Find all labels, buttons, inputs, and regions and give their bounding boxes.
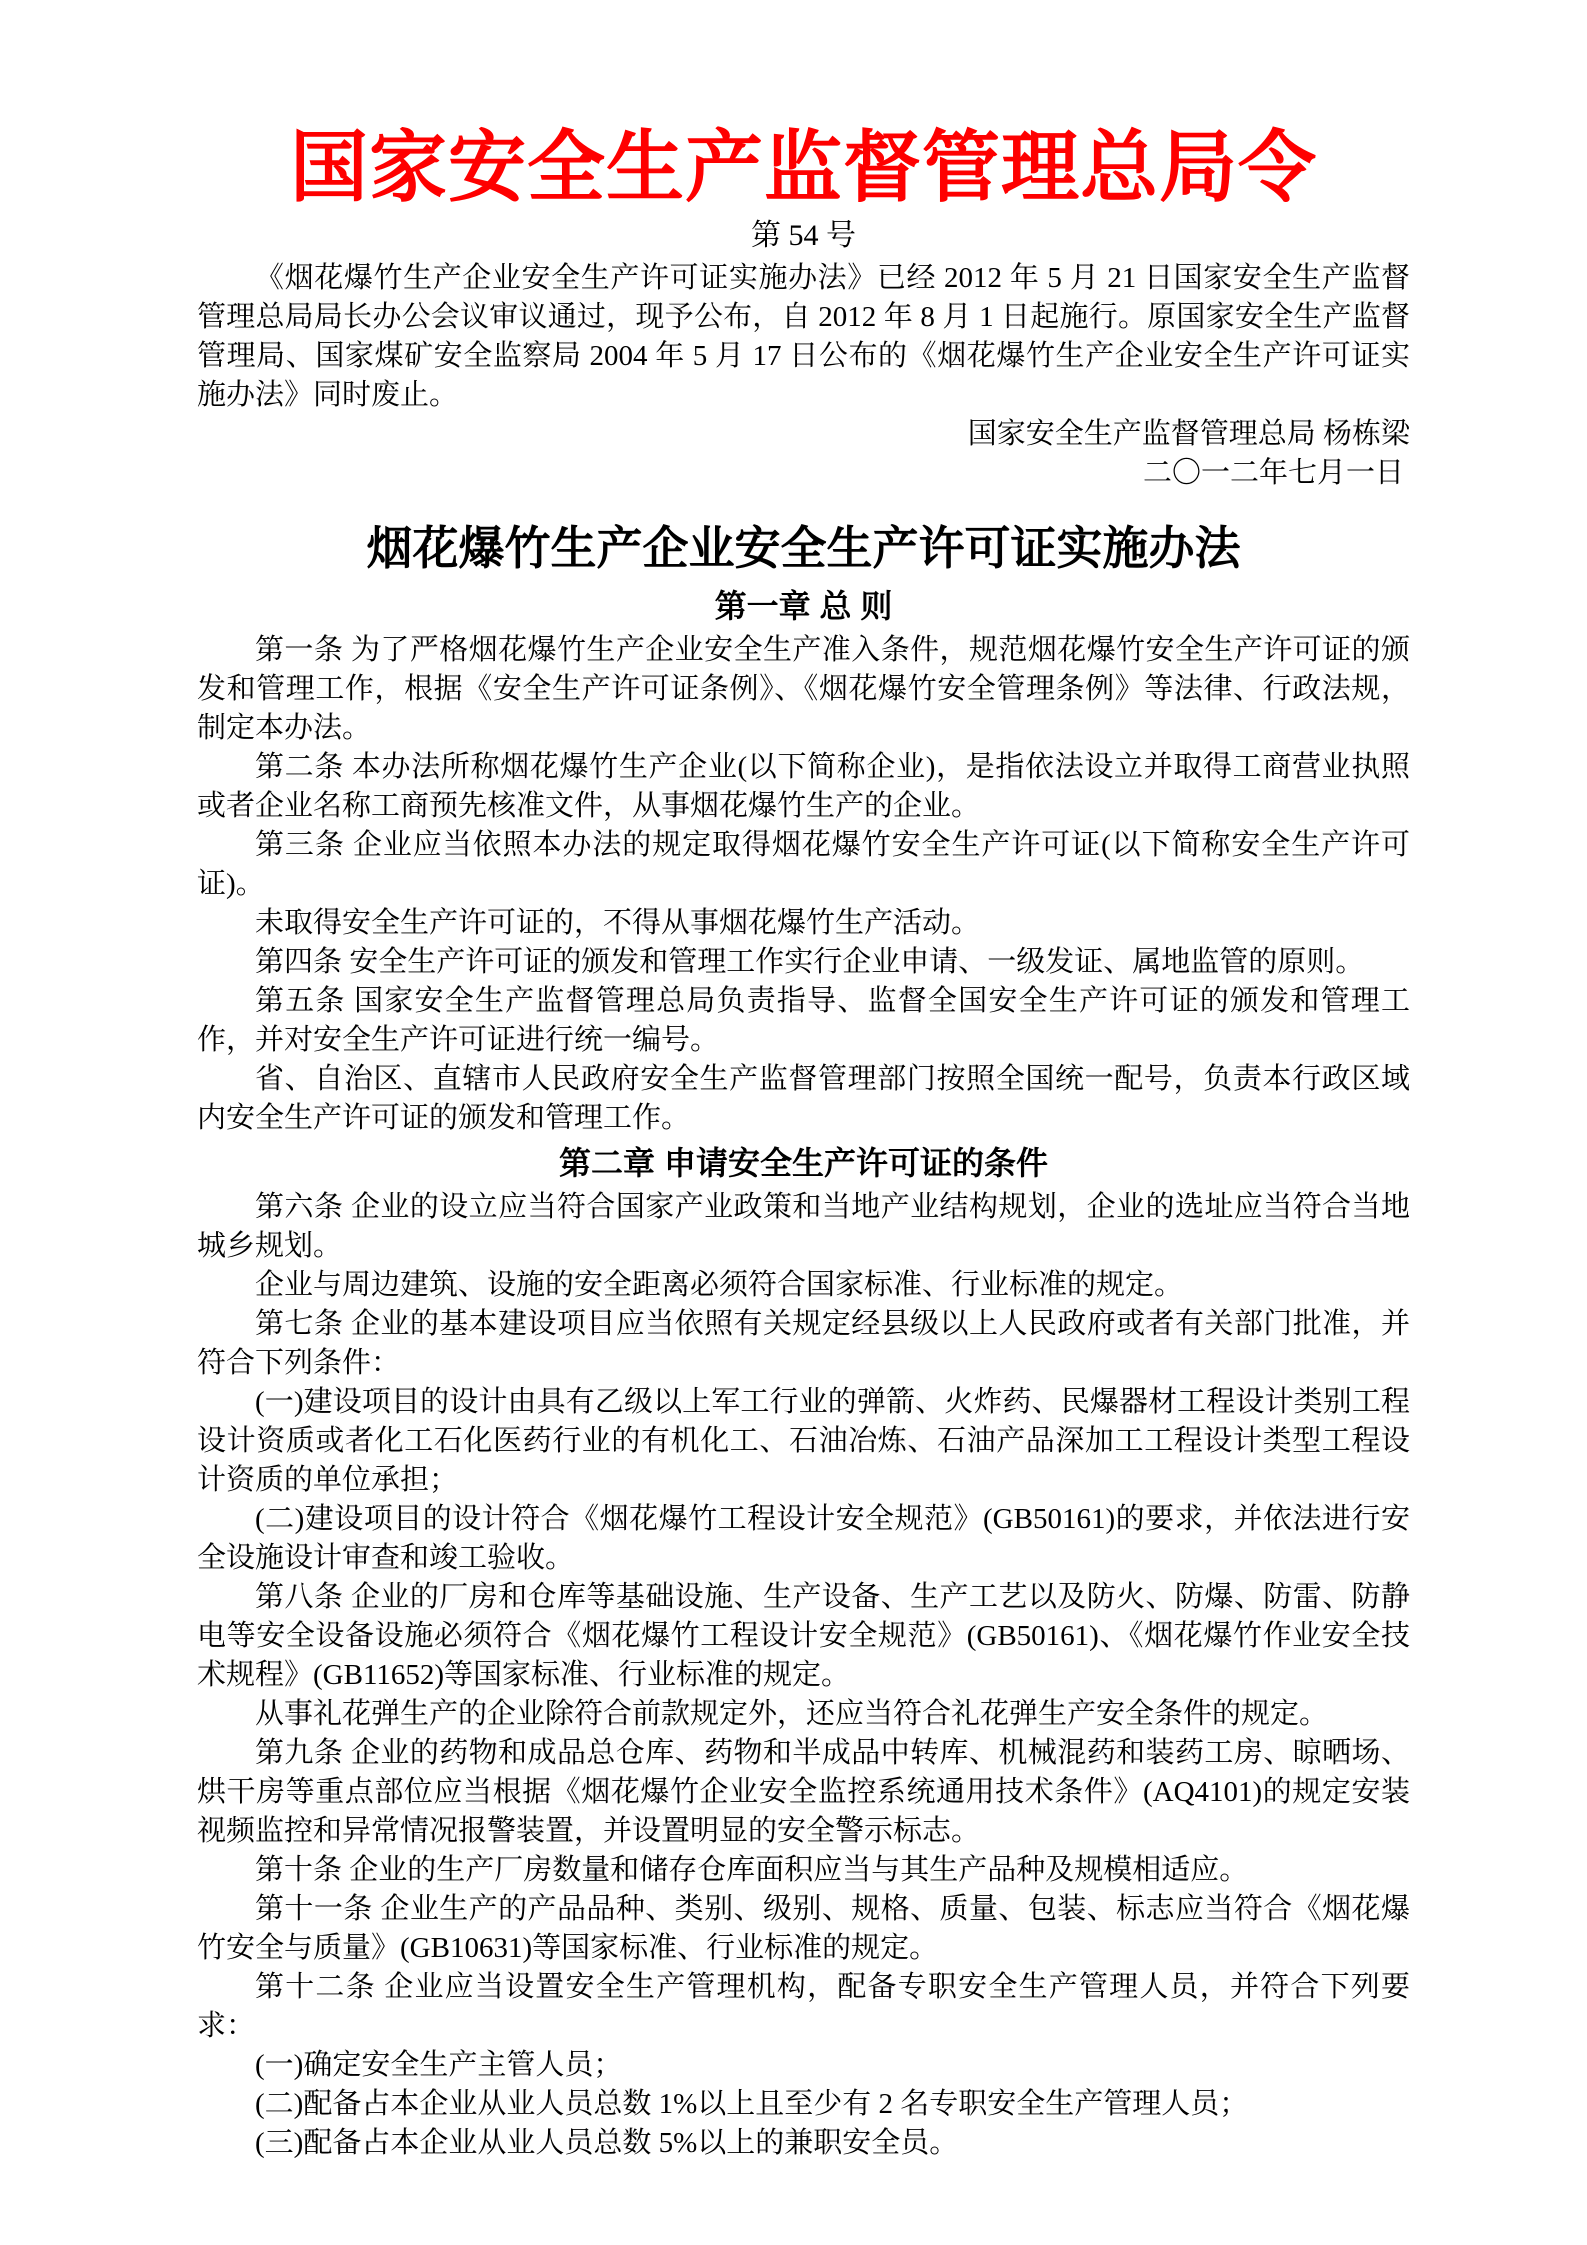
body-paragraph: (一)确定安全生产主管人员；: [255, 2049, 623, 2081]
chapter-heading: 第二章 申请安全生产许可证的条件: [559, 1145, 1048, 1181]
chapter-section: [197, 1140, 1410, 2163]
body-paragraph: 第五条 国家安全生产监督管理总局负责指导、监督全国安全生产许可证的颁发和管理工作，并对安全生产许可证进行统一编号。: [197, 985, 1410, 1056]
chapters-container: [197, 583, 1410, 2163]
body-paragraph: 第六条 企业的设立应当符合国家产业政策和当地产业结构规划，企业的选址应当符合当地城乡规划。: [197, 1191, 1410, 1262]
body-paragraph: (二)配备占本企业从业人员总数 1%以上且至少有 2 名专职安全生产管理人员；: [255, 2088, 1249, 2120]
chapter-heading: 第一章 总 则: [714, 588, 893, 624]
body-paragraph: 从事礼花弹生产的企业除符合前款规定外，还应当符合礼花弹生产安全条件的规定。: [255, 1698, 1329, 1730]
body-paragraph: (三)配备占本企业从业人员总数 5%以上的兼职安全员。: [255, 2127, 959, 2159]
body-paragraph: 未取得安全生产许可证的，不得从事烟花爆竹生产活动。: [255, 907, 981, 939]
body-paragraph: 第七条 企业的基本建设项目应当依照有关规定经县级以上人民政府或者有关部门批准，并符合下列条件：: [197, 1308, 1410, 1379]
body-paragraph: (一)建设项目的设计由具有乙级以上军工行业的弹箭、火炸药、民爆器材工程设计类别工程设计资质或者化工石化医药行业的有机化工、石油冶炼、石油产品深加工工程设计类型工程设计资质的单位承担；: [197, 1386, 1410, 1496]
announcement-paragraph: 《烟花爆竹生产企业安全生产许可证实施办法》已经 2012 年 5 月 21 日国家安全生产监督管理总局局长办公会议审议通过，现予公布，自 2012 年 8 月 1 日起施行。原国家安全生产监督管理局、国家煤矿安全监察局 2004 年 5 月 17 日公布的《烟花爆竹生产企业安全生产许可证实施办法》同时废止。: [197, 262, 1410, 411]
body-paragraph: 第一条 为了严格烟花爆竹生产企业安全生产准入条件，规范烟花爆竹安全生产许可证的颁发和管理工作，根据《安全生产许可证条例》、《烟花爆竹安全管理条例》等法律、行政法规，制定本办法。: [197, 634, 1410, 744]
signature-block: [197, 415, 1410, 493]
agency-order-header: 国家安全生产监督管理总局令: [289, 124, 1317, 211]
body-paragraph: 第九条 企业的药物和成品总仓库、药物和半成品中转库、机械混药和装药工房、晾晒场、烘干房等重点部位应当根据《烟花爆竹企业安全监控系统通用技术条件》(AQ4101)的规定安装视频监控和异常情况报警装置，并设置明显的安全警示标志。: [197, 1737, 1410, 1847]
body-paragraph: 第十一条 企业生产的产品品种、类别、级别、规格、质量、包装、标志应当符合《烟花爆竹安全与质量》(GB10631)等国家标准、行业标准的规定。: [197, 1893, 1410, 1964]
signature-date: 二〇一二年七月一日: [1142, 457, 1404, 489]
body-paragraph: 第二条 本办法所称烟花爆竹生产企业(以下简称企业)，是指依法设立并取得工商营业执照或者企业名称工商预先核准文件，从事烟花爆竹生产的企业。: [197, 751, 1410, 822]
chapter-section: [197, 583, 1410, 1138]
body-paragraph: (二)建设项目的设计符合《烟花爆竹工程设计安全规范》(GB50161)的要求，并依法进行安全设施设计审查和竣工验收。: [197, 1503, 1410, 1574]
signature-agency: 国家安全生产监督管理总局 杨栋梁: [967, 418, 1410, 450]
body-paragraph: 第三条 企业应当依照本办法的规定取得烟花爆竹安全生产许可证(以下简称安全生产许可证)。: [197, 829, 1410, 900]
order-number: 第 54 号: [751, 219, 856, 252]
body-paragraph: 省、自治区、直辖市人民政府安全生产监督管理部门按照全国统一配号，负责本行政区域内安全生产许可证的颁发和管理工作。: [197, 1063, 1410, 1134]
body-paragraph: 企业与周边建筑、设施的安全距离必须符合国家标准、行业标准的规定。: [255, 1269, 1184, 1301]
body-paragraph: 第八条 企业的厂房和仓库等基础设施、生产设备、生产工艺以及防火、防爆、防雷、防静电等安全设备设施必须符合《烟花爆竹工程设计安全规范》(GB50161)、《烟花爆竹作业安全技术规程》(GB11652)等国家标准、行业标准的规定。: [197, 1581, 1410, 1691]
regulation-title: 烟花爆竹生产企业安全生产许可证实施办法: [366, 522, 1241, 574]
body-paragraph: 第十二条 企业应当设置安全生产管理机构，配备专职安全生产管理人员，并符合下列要求：: [197, 1971, 1410, 2042]
body-paragraph: 第四条 安全生产许可证的颁发和管理工作实行企业申请、一级发证、属地监管的原则。: [255, 946, 1365, 978]
body-paragraph: 第十条 企业的生产厂房数量和储存仓库面积应当与其生产品种及规模相适应。: [255, 1854, 1249, 1886]
